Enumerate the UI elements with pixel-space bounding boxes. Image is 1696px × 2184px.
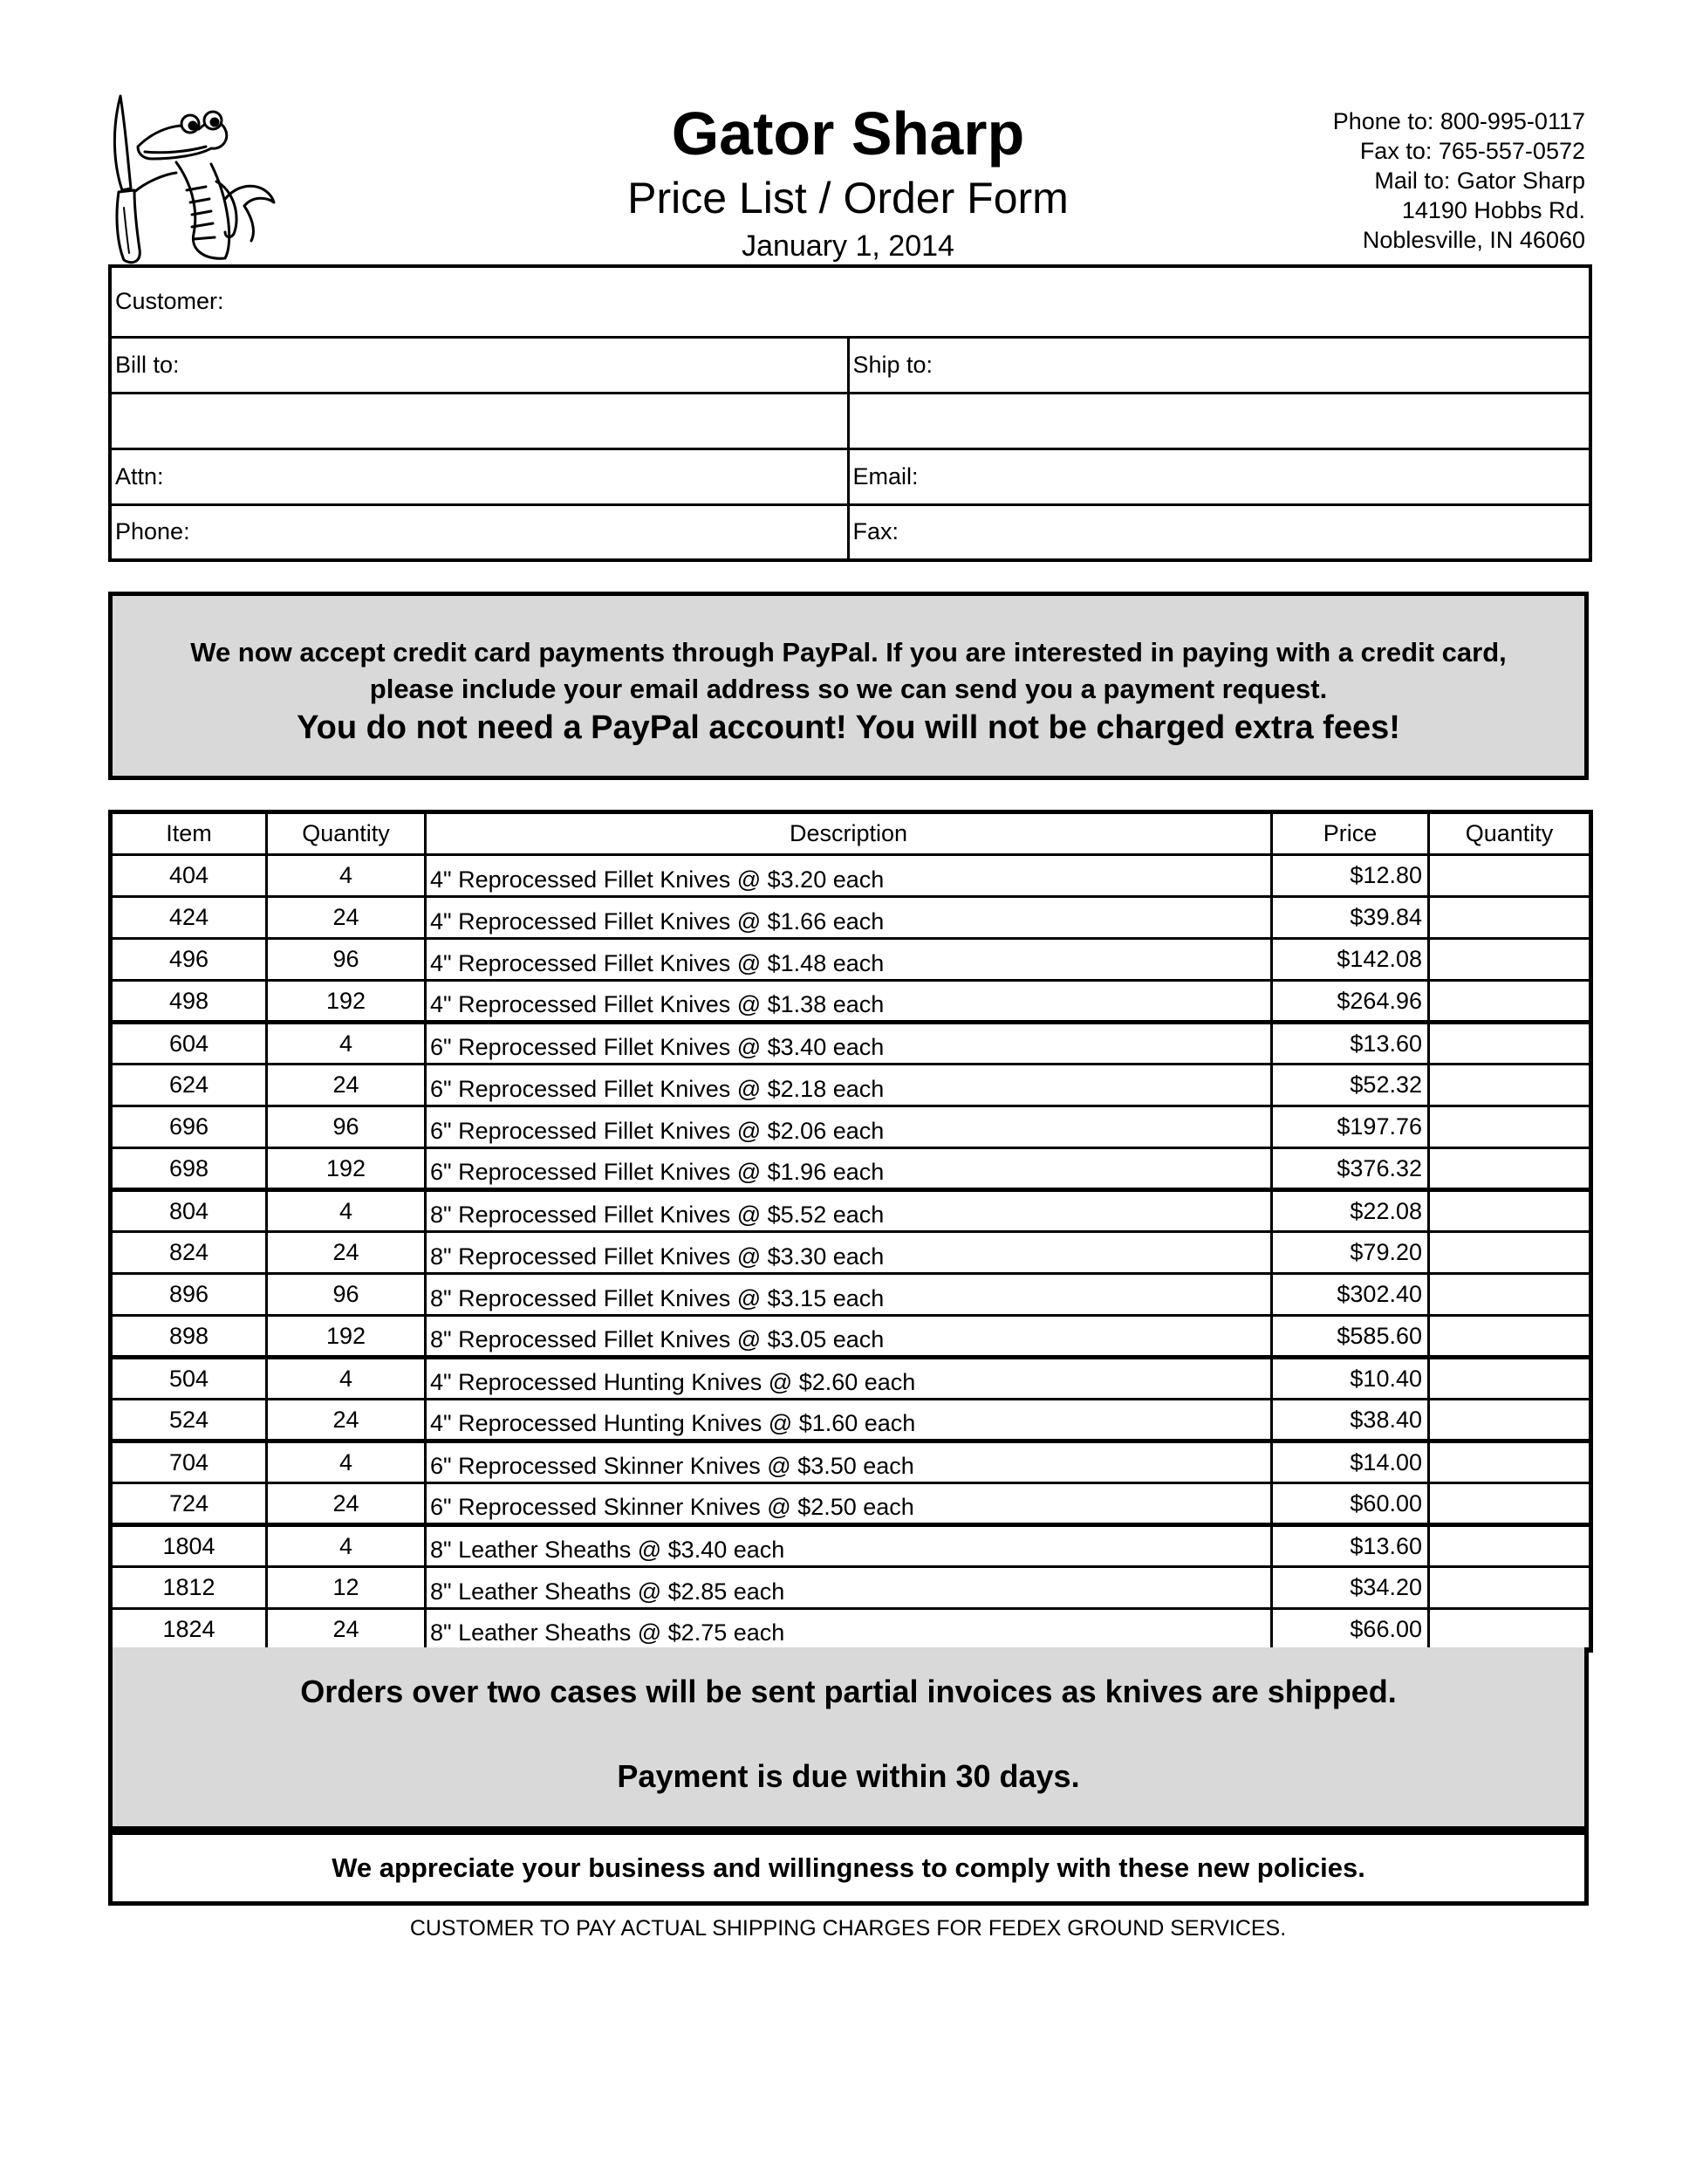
table-row <box>111 1148 1591 1190</box>
description-cell: 8" Reprocessed Fillet Knives @ $3.15 each <box>426 1274 1272 1316</box>
order-quantity-input[interactable] <box>1429 1400 1591 1441</box>
order-quantity-input[interactable] <box>1429 897 1591 939</box>
contact-fax: Fax to: 765-557-0572 <box>1359 138 1585 164</box>
item-cell: 704 <box>111 1441 267 1483</box>
contact-block <box>1333 106 1585 255</box>
table-row <box>111 981 1591 1023</box>
table-row <box>111 1232 1591 1274</box>
quantity-cell: 4 <box>267 1023 426 1065</box>
item-cell: 724 <box>111 1483 267 1525</box>
price-cell: $66.00 <box>1272 1609 1429 1651</box>
order-quantity-input[interactable] <box>1429 981 1591 1023</box>
paypal-notice-line2: please include your email address so we can send you a payment request. <box>369 674 1328 704</box>
quantity-cell: 24 <box>267 1232 426 1274</box>
description-cell: 8" Leather Sheaths @ $3.40 each <box>426 1525 1272 1567</box>
company-title: Gator Sharp <box>671 99 1025 168</box>
item-cell: 604 <box>111 1023 267 1065</box>
table-row <box>111 1065 1591 1106</box>
table-row <box>111 1274 1591 1316</box>
quantity-cell: 96 <box>267 1274 426 1316</box>
price-cell: $302.40 <box>1272 1274 1429 1316</box>
price-cell: $52.32 <box>1272 1065 1429 1106</box>
table-row <box>111 1441 1591 1483</box>
bill-to-field[interactable]: Bill to: <box>110 337 848 393</box>
item-cell: 1812 <box>111 1567 267 1609</box>
item-cell: 504 <box>111 1358 267 1400</box>
policy-box <box>108 1647 1589 1831</box>
price-cell: $79.20 <box>1272 1232 1429 1274</box>
contact-mail: Mail to: Gator Sharp <box>1374 168 1585 194</box>
description-cell: 6" Reprocessed Skinner Knives @ $3.50 each <box>426 1441 1272 1483</box>
description-cell: 4" Reprocessed Hunting Knives @ $2.60 each <box>426 1358 1272 1400</box>
description-cell: 8" Leather Sheaths @ $2.75 each <box>426 1609 1272 1651</box>
order-quantity-input[interactable] <box>1429 1358 1591 1400</box>
description-cell: 8" Reprocessed Fillet Knives @ $5.52 each <box>426 1190 1272 1232</box>
email-field[interactable]: Email: <box>848 448 1590 504</box>
item-cell: 804 <box>111 1190 267 1232</box>
item-cell: 498 <box>111 981 267 1023</box>
contact-street: 14190 Hobbs Rd. <box>1401 197 1585 223</box>
item-cell: 1824 <box>111 1609 267 1651</box>
order-quantity-input[interactable] <box>1429 1232 1591 1274</box>
paypal-notice <box>108 592 1589 780</box>
price-cell: $60.00 <box>1272 1483 1429 1525</box>
table-row <box>111 1023 1591 1065</box>
description-cell: 6" Reprocessed Fillet Knives @ $2.06 each <box>426 1106 1272 1148</box>
description-cell: 4" Reprocessed Fillet Knives @ $3.20 each <box>426 855 1272 897</box>
ship-to-field[interactable]: Ship to: <box>848 337 1590 393</box>
price-cell: $142.08 <box>1272 939 1429 981</box>
customer-info-form <box>108 264 1592 562</box>
description-cell: 4" Reprocessed Fillet Knives @ $1.66 each <box>426 897 1272 939</box>
table-row <box>111 897 1591 939</box>
col-header-description: Description <box>426 812 1272 855</box>
table-row <box>111 1316 1591 1358</box>
price-cell: $13.60 <box>1272 1525 1429 1567</box>
quantity-cell: 4 <box>267 855 426 897</box>
order-quantity-input[interactable] <box>1429 1483 1591 1525</box>
table-row <box>111 1483 1591 1525</box>
quantity-cell: 96 <box>267 1106 426 1148</box>
col-header-quantity: Quantity <box>267 812 426 855</box>
price-cell: $197.76 <box>1272 1106 1429 1148</box>
item-cell: 824 <box>111 1232 267 1274</box>
description-cell: 4" Reprocessed Fillet Knives @ $1.48 each <box>426 939 1272 981</box>
price-cell: $10.40 <box>1272 1358 1429 1400</box>
table-row <box>111 1609 1591 1651</box>
item-cell: 896 <box>111 1274 267 1316</box>
table-row <box>111 1190 1591 1232</box>
col-header-price: Price <box>1272 812 1429 855</box>
quantity-cell: 24 <box>267 1400 426 1441</box>
order-quantity-input[interactable] <box>1429 1190 1591 1232</box>
description-cell: 8" Reprocessed Fillet Knives @ $3.05 each <box>426 1316 1272 1358</box>
description-cell: 6" Reprocessed Fillet Knives @ $2.18 each <box>426 1065 1272 1106</box>
quantity-cell: 12 <box>267 1567 426 1609</box>
col-header-item: Item <box>111 812 267 855</box>
shipping-footer: CUSTOMER TO PAY ACTUAL SHIPPING CHARGES FOR FEDEX GROUND SERVICES. <box>409 1916 1287 1941</box>
quantity-cell: 4 <box>267 1358 426 1400</box>
order-quantity-input[interactable] <box>1429 1274 1591 1316</box>
table-row <box>111 1358 1591 1400</box>
paypal-notice-line1: We now accept credit card payments through PayPal. If you are interested in paying with a credit card, <box>190 637 1507 668</box>
description-cell: 8" Leather Sheaths @ $2.85 each <box>426 1567 1272 1609</box>
quantity-cell: 24 <box>267 897 426 939</box>
thanks-box: We appreciate your business and willingness to comply with these new policies. <box>108 1831 1589 1906</box>
col-header-order-quantity: Quantity <box>1429 812 1591 855</box>
price-cell: $13.60 <box>1272 1023 1429 1065</box>
attn-field[interactable]: Attn: <box>110 448 848 504</box>
price-cell: $34.20 <box>1272 1567 1429 1609</box>
table-row <box>111 855 1591 897</box>
price-cell: $264.96 <box>1272 981 1429 1023</box>
item-cell: 698 <box>111 1148 267 1190</box>
item-cell: 1804 <box>111 1525 267 1567</box>
price-cell: $38.40 <box>1272 1400 1429 1441</box>
customer-field[interactable]: Customer: <box>110 266 1590 337</box>
form-date: January 1, 2014 <box>742 229 954 263</box>
order-quantity-input[interactable] <box>1429 1441 1591 1483</box>
item-cell: 404 <box>111 855 267 897</box>
policy-line2: Payment is due within 30 days. <box>617 1758 1080 1794</box>
quantity-cell: 192 <box>267 981 426 1023</box>
price-cell: $14.00 <box>1272 1441 1429 1483</box>
quantity-cell: 4 <box>267 1190 426 1232</box>
order-quantity-input[interactable] <box>1429 1609 1591 1651</box>
item-cell: 424 <box>111 897 267 939</box>
price-cell: $12.80 <box>1272 855 1429 897</box>
quantity-cell: 192 <box>267 1148 426 1190</box>
description-cell: 4" Reprocessed Fillet Knives @ $1.38 each <box>426 981 1272 1023</box>
item-cell: 524 <box>111 1400 267 1441</box>
quantity-cell: 24 <box>267 1483 426 1525</box>
quantity-cell: 24 <box>267 1609 426 1651</box>
item-cell: 624 <box>111 1065 267 1106</box>
description-cell: 6" Reprocessed Skinner Knives @ $2.50 each <box>426 1483 1272 1525</box>
order-quantity-input[interactable] <box>1429 1567 1591 1609</box>
quantity-cell: 192 <box>267 1316 426 1358</box>
form-subtitle: Price List / Order Form <box>627 174 1069 223</box>
description-cell: 8" Reprocessed Fillet Knives @ $3.30 each <box>426 1232 1272 1274</box>
table-row <box>111 939 1591 981</box>
description-cell: 6" Reprocessed Fillet Knives @ $1.96 each <box>426 1148 1272 1190</box>
contact-phone: Phone to: 800-995-0117 <box>1332 108 1585 134</box>
quantity-cell: 4 <box>267 1441 426 1483</box>
order-quantity-input[interactable] <box>1429 1106 1591 1148</box>
order-quantity-input[interactable] <box>1429 1148 1591 1190</box>
order-quantity-input[interactable] <box>1429 1525 1591 1567</box>
contact-city: Noblesville, IN 46060 <box>1362 227 1585 253</box>
table-row <box>111 1106 1591 1148</box>
price-cell: $376.32 <box>1272 1148 1429 1190</box>
order-quantity-input[interactable] <box>1429 1065 1591 1106</box>
item-cell: 496 <box>111 939 267 981</box>
price-table <box>108 810 1593 1653</box>
item-cell: 696 <box>111 1106 267 1148</box>
quantity-cell: 4 <box>267 1525 426 1567</box>
price-table-header <box>111 812 1591 855</box>
quantity-cell: 96 <box>267 939 426 981</box>
bill-to-address-field[interactable] <box>110 393 848 448</box>
fax-field[interactable]: Fax: <box>848 504 1590 560</box>
item-cell: 898 <box>111 1316 267 1358</box>
phone-field[interactable]: Phone: <box>110 504 848 560</box>
description-cell: 4" Reprocessed Hunting Knives @ $1.60 each <box>426 1400 1272 1441</box>
description-cell: 6" Reprocessed Fillet Knives @ $3.40 each <box>426 1023 1272 1065</box>
order-quantity-input[interactable] <box>1429 1316 1591 1358</box>
price-cell: $39.84 <box>1272 897 1429 939</box>
price-cell: $22.08 <box>1272 1190 1429 1232</box>
policy-line1: Orders over two cases will be sent partial invoices as knives are shipped. <box>300 1674 1397 1709</box>
order-quantity-input[interactable] <box>1429 939 1591 981</box>
ship-to-address-field[interactable] <box>848 393 1590 448</box>
order-quantity-input[interactable] <box>1429 855 1591 897</box>
table-row <box>111 1567 1591 1609</box>
price-cell: $585.60 <box>1272 1316 1429 1358</box>
quantity-cell: 24 <box>267 1065 426 1106</box>
table-row <box>111 1525 1591 1567</box>
table-row <box>111 1400 1591 1441</box>
order-quantity-input[interactable] <box>1429 1023 1591 1065</box>
paypal-notice-line3: You do not need a PayPal account! You will not be charged extra fees! <box>297 709 1400 746</box>
